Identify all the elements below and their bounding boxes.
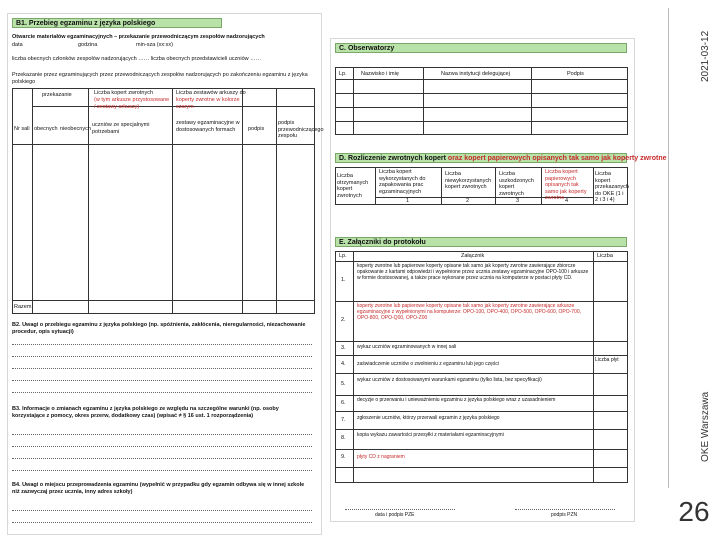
att-row-6-text: decyzje o przerwaniu i unieważnieniu egzaminu z języka polskiego wraz z uzasadnieniem (357, 397, 556, 403)
sidebar-date: 2021-03-12 (700, 30, 711, 82)
obs-col-signature: Podpis (567, 71, 584, 77)
signature-left: data i podpis PZE (375, 512, 415, 518)
att-col-count: Liczba (597, 253, 613, 259)
d-col-unused: Liczba niewykorzystanych kopert zwrotnych (445, 171, 492, 190)
sub-absent: nieobecnych (60, 126, 91, 132)
section-b2-title: B2. Uwagi o przebiegu egzaminu z języka polskiego (np. spóźnienia, zakłócenia, nieregularności, niezachowanie procedur, opis sytuacji) (12, 322, 306, 335)
section-e-heading: E. Załączniki do protokołu (335, 237, 627, 247)
att-col-lp: Lp. (339, 253, 347, 259)
section-b1-heading: B1. Przebieg egzaminu z języka polskiego (12, 18, 222, 28)
section-c-heading: C. Obserwatorzy (335, 43, 627, 53)
sub-heading: Przekazanie przez egzaminujących przez przewodniczących zespołów nadzorujących po zakończeniu egzaminu z języka polskiego (12, 72, 308, 85)
col-handover: przekazanie (42, 92, 72, 98)
sidebar-divider (668, 8, 669, 488)
att-row-5-text: wykaz uczniów z dostosowanymi warunkami egzaminu (tylko lista, bez specyfikacji) (357, 377, 542, 383)
att-row-4-text: zaświadczenie uczniów o zwolnieniu z egzaminu lub jego części (357, 361, 500, 367)
time-label: godzina (78, 42, 98, 48)
section-d-title-red: oraz kopert papierowych opisanych tak samo jak koperty zwrotne (447, 155, 667, 162)
obs-col-name: Nazwisko i imię (361, 71, 399, 77)
att-side-label: Liczba płyt (595, 357, 619, 363)
att-row-1-text: koperty zwrotne lub papierowe koperty opisane tak samo jak koperty zwrotne zawierające zbiorcze opakowanie z kartami odpowiedzi i wypełnione przez ucznia zestawy egzaminacyjne OPO-100 i arkusze w formie dostosowanej, a także prace wykonane przez ucznia na komputerze w postaci płyty CD. (357, 263, 589, 281)
sub-special-needs: uczniów ze specjalnymi potrzebami (92, 122, 150, 135)
sub-signature: podpis (248, 126, 265, 132)
att-row-2-lp: 2. (341, 317, 346, 323)
col-return-envelopes-note: (w tym arkusze przystosowane / zestawy arkuszy) (94, 97, 170, 110)
signature-right: podpis PZN (551, 512, 578, 518)
time-hint: min-sza (xx:xx) (136, 42, 173, 48)
att-row-7-lp: 7. (341, 417, 346, 423)
sub-present: obecnych (34, 126, 58, 132)
right-document-page (330, 38, 667, 522)
d-col-paper: Liczba kopert papierowych opisanych tak samo jak koperty zwrotne (545, 169, 587, 201)
d-num-4: 4 (565, 198, 569, 204)
d-col-damaged: Liczba uszkodzonych kopert zwrotnych (499, 171, 534, 197)
section-b3-title: B3. Informacje o zmianach egzaminu z języka polskiego ze względu na szczególne warunki (np. osoby korzystające z pomocy, okres przerw, dodatkowy czas) (wpisać ≠ § 16 ust. 1 rozporządzenia) (12, 406, 279, 419)
att-row-3-text: wykaz uczniów egzaminowanych w innej sali (357, 344, 457, 350)
obs-col-lp: Lp. (339, 71, 347, 77)
att-row-2-text: koperty zwrotne lub papierowe koperty opisane tak samo jak koperty zwrotne zawierające arkusze egzaminacyjne z wypełnionymi na komputerze: OPO-100, OPO-400, OPO-500, OPO-600, OPO-700, OPO-800, OPO-Q00, OPO-Z00 (357, 303, 581, 321)
page-number: 26 (678, 496, 710, 527)
att-row-7-text: zgłoszenie uczniów, którzy przerwali egzamin z języka polskiego (357, 415, 500, 421)
att-row-1-lp: 1. (341, 277, 346, 283)
att-col-attachment: Załącznik (461, 253, 485, 259)
d-col-received: Liczba otrzymanych kopert zwrotnych (337, 173, 369, 199)
col-grey-envelopes: koperty zwrotne w kolorze szarym (176, 97, 240, 110)
d-num-3: 3 (516, 198, 520, 204)
d-col-to-oke: Liczba kopert przekazanych do OKE (1 i 2 i 3 i 4) (595, 171, 629, 203)
date-label: data (12, 42, 23, 48)
section-b4-title: B4. Uwagi o miejscu przeprowadzenia egzaminu (wypełnić w przypadku gdy egzamin odbywa się w innej szkole niż zazwyczaj przez ucznia, inny adres szkoły) (12, 482, 305, 495)
att-row-6-lp: 6. (341, 400, 346, 406)
sidebar-organization: OKE Warszawa (700, 391, 711, 462)
section-d-title: D. Rozliczenie zwrotnych kopert (339, 155, 446, 162)
obs-col-institution: Nazwa instytucji delegującej (441, 71, 510, 77)
att-row-8-lp: 8. (341, 435, 346, 441)
sub-chair-signature: podpis przewodniczącego zespołu (278, 120, 324, 139)
section-d-heading (335, 153, 667, 163)
opening-line: Otwarcie materiałów egzaminacyjnych – przekazanie przewodniczącym zespołów nadzorujących (12, 34, 265, 40)
total-label: Razem (14, 304, 32, 310)
col-sets-label: Liczba zestawów arkuszy do (176, 90, 246, 96)
att-row-4-lp: 4. (341, 361, 346, 367)
room-number-header: Nr sali (14, 126, 30, 132)
att-row-9-lp: 9. (341, 454, 346, 460)
d-num-2: 2 (466, 198, 470, 204)
d-num-1: 1 (406, 198, 410, 204)
count-line: liczba obecnych członków zespołów nadzorujących …… liczba obecnych przedstawicieli uczniów …… (12, 56, 262, 62)
sub-adapted-sets: zestawy egzaminacyjne w dostosowanych formach (176, 120, 240, 133)
d-col-used: Liczba kopert wykorzystanych do zapakowania prac egzaminacyjnych (379, 169, 426, 195)
att-row-3-lp: 3. (341, 345, 346, 351)
left-document-page (7, 13, 322, 535)
att-row-9-text: płyty CD z nagraniem (357, 454, 405, 460)
col-return-envelopes: Liczba kopert zwrotnych (94, 90, 153, 96)
att-row-8-text: kopia wykazu zawartości przesyłki z materiałami egzaminacyjnymi (357, 432, 504, 438)
att-row-5-lp: 5. (341, 381, 346, 387)
